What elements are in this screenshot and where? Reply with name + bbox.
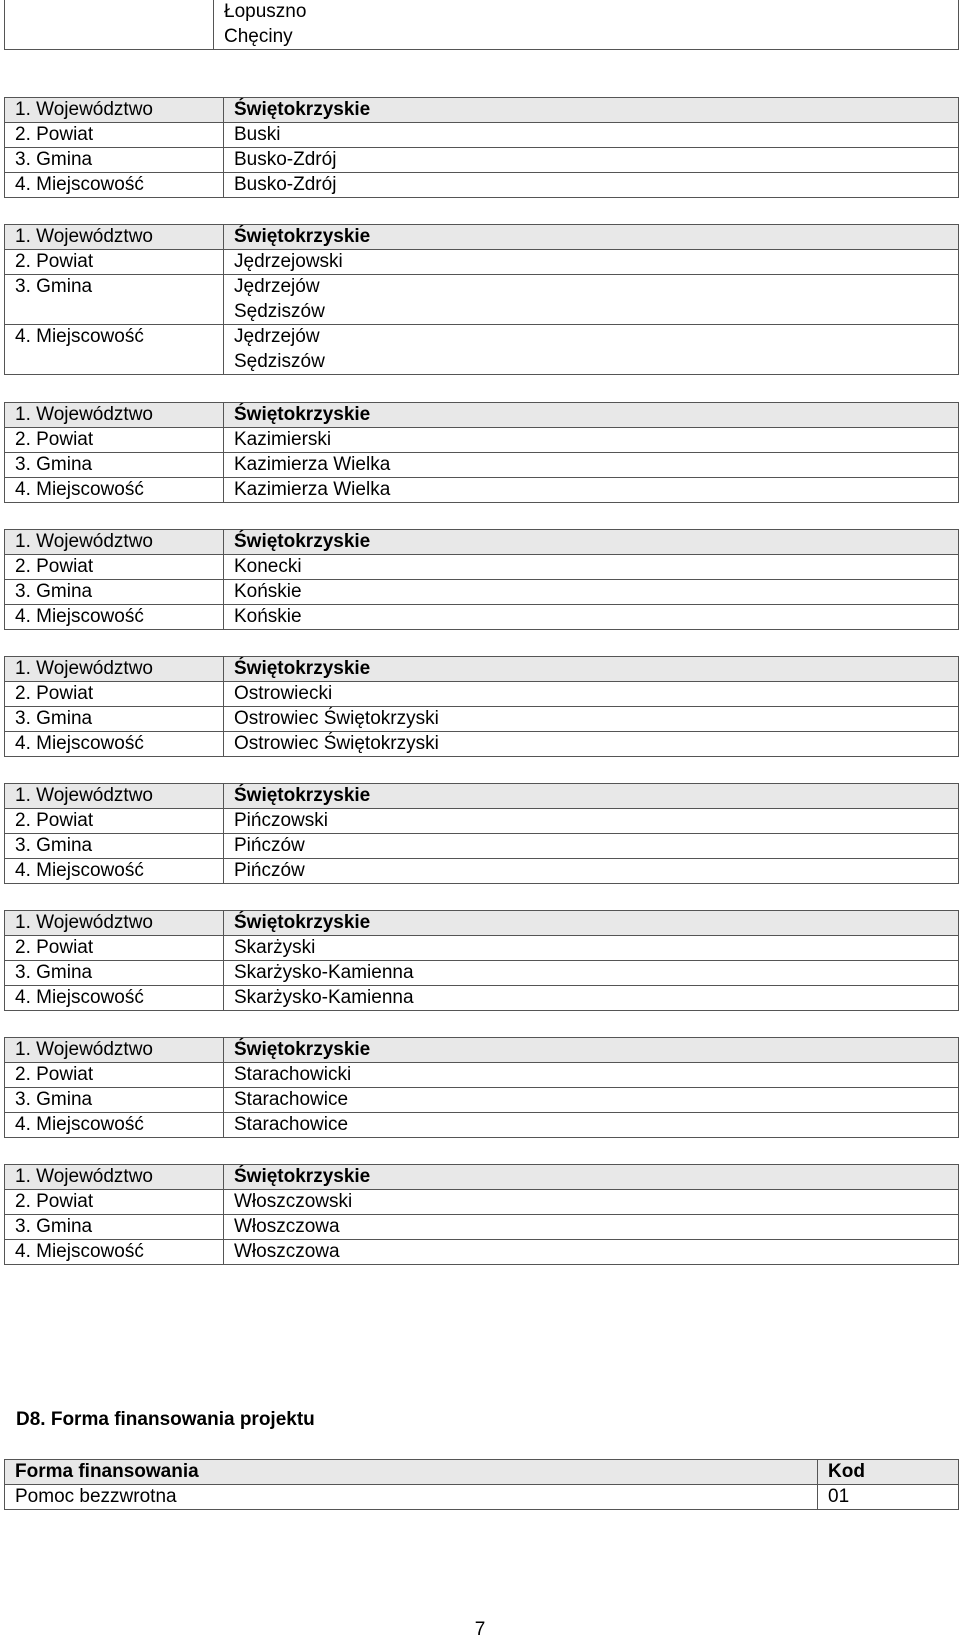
- label-gmina: 3. Gmina: [5, 707, 224, 732]
- value-wojewodztwo: Świętokrzyskie: [224, 530, 959, 555]
- label-wojewodztwo: 1. Województwo: [5, 784, 224, 809]
- location-table: [4, 224, 959, 375]
- value-gmina: Busko-Zdrój: [224, 148, 959, 173]
- value-powiat: Pińczowski: [224, 809, 959, 834]
- label-powiat: 2. Powiat: [5, 555, 224, 580]
- value-miejscowosc-line: Sędziszów: [234, 350, 325, 372]
- value-powiat: Starachowicki: [224, 1063, 959, 1088]
- value-powiat: Buski: [224, 123, 959, 148]
- page-number: 7: [474, 1619, 486, 1640]
- label-miejscowosc: 4. Miejscowość: [5, 325, 224, 375]
- label-gmina: 3. Gmina: [5, 275, 224, 325]
- label-wojewodztwo: 1. Województwo: [5, 98, 224, 123]
- label-wojewodztwo: 1. Województwo: [5, 657, 224, 682]
- value-miejscowosc: Ostrowiec Świętokrzyski: [224, 732, 959, 757]
- value-gmina: [224, 275, 959, 325]
- label-gmina: 3. Gmina: [5, 1088, 224, 1113]
- label-powiat: 2. Powiat: [5, 936, 224, 961]
- label-gmina: 3. Gmina: [5, 1215, 224, 1240]
- value-miejscowosc: Busko-Zdrój: [224, 173, 959, 198]
- value-miejscowosc: Starachowice: [224, 1113, 959, 1138]
- label-miejscowosc: 4. Miejscowość: [5, 986, 224, 1011]
- label-powiat: 2. Powiat: [5, 428, 224, 453]
- value-powiat: Skarżyski: [224, 936, 959, 961]
- value-gmina: Pińczów: [224, 834, 959, 859]
- label-gmina: 3. Gmina: [5, 580, 224, 605]
- label-wojewodztwo: 1. Województwo: [5, 1165, 224, 1190]
- value-gmina: Włoszczowa: [224, 1215, 959, 1240]
- label-wojewodztwo: 1. Województwo: [5, 403, 224, 428]
- value-wojewodztwo: Świętokrzyskie: [224, 784, 959, 809]
- label-miejscowosc: 4. Miejscowość: [5, 1113, 224, 1138]
- label-powiat: 2. Powiat: [5, 123, 224, 148]
- value-gmina: Kazimierza Wielka: [224, 453, 959, 478]
- continuation-line: Łopuszno: [224, 1, 307, 22]
- label-miejscowosc: 4. Miejscowość: [5, 173, 224, 198]
- value-powiat: Włoszczowski: [224, 1190, 959, 1215]
- header-code: Kod: [818, 1460, 959, 1485]
- location-table: [4, 1037, 959, 1138]
- value-gmina: Końskie: [224, 580, 959, 605]
- label-powiat: 2. Powiat: [5, 1063, 224, 1088]
- value-wojewodztwo: Świętokrzyskie: [224, 911, 959, 936]
- label-powiat: 2. Powiat: [5, 809, 224, 834]
- location-table: [4, 402, 959, 503]
- continuation-line: Chęciny: [224, 25, 293, 47]
- value-code: 01: [818, 1485, 959, 1510]
- value-gmina-line: Sędziszów: [234, 300, 325, 322]
- location-table: [4, 656, 959, 757]
- value-gmina-line: Jędrzejów: [234, 276, 320, 297]
- value-powiat: Jędrzejowski: [224, 250, 959, 275]
- value-miejscowosc: Kazimierza Wielka: [224, 478, 959, 503]
- location-table: [4, 783, 959, 884]
- location-table: [4, 97, 959, 198]
- value-wojewodztwo: Świętokrzyskie: [224, 403, 959, 428]
- label-miejscowosc: 4. Miejscowość: [5, 605, 224, 630]
- value-wojewodztwo: Świętokrzyskie: [224, 1038, 959, 1063]
- value-miejscowosc: [224, 325, 959, 375]
- value-financing-form: Pomoc bezzwrotna: [5, 1485, 818, 1510]
- value-powiat: Kazimierski: [224, 428, 959, 453]
- label-gmina: 3. Gmina: [5, 148, 224, 173]
- label-gmina: 3. Gmina: [5, 834, 224, 859]
- value-wojewodztwo: Świętokrzyskie: [224, 657, 959, 682]
- label-powiat: 2. Powiat: [5, 1190, 224, 1215]
- value-gmina: Skarżysko-Kamienna: [224, 961, 959, 986]
- value-gmina: Ostrowiec Świętokrzyski: [224, 707, 959, 732]
- continuation-block: [4, 0, 959, 50]
- value-miejscowosc: Pińczów: [224, 859, 959, 884]
- value-wojewodztwo: Świętokrzyskie: [224, 98, 959, 123]
- location-table: [4, 1164, 959, 1265]
- header-financing-form: Forma finansowania: [5, 1460, 818, 1485]
- label-miejscowosc: 4. Miejscowość: [5, 859, 224, 884]
- label-miejscowosc: 4. Miejscowość: [5, 478, 224, 503]
- value-wojewodztwo: Świętokrzyskie: [224, 225, 959, 250]
- label-gmina: 3. Gmina: [5, 961, 224, 986]
- financing-table: [4, 1459, 959, 1510]
- location-table: [4, 529, 959, 630]
- value-wojewodztwo: Świętokrzyskie: [224, 1165, 959, 1190]
- continuation-values: [213, 0, 306, 49]
- label-wojewodztwo: 1. Województwo: [5, 530, 224, 555]
- value-powiat: Ostrowiecki: [224, 682, 959, 707]
- location-table: [4, 910, 959, 1011]
- label-miejscowosc: 4. Miejscowość: [5, 1240, 224, 1265]
- label-wojewodztwo: 1. Województwo: [5, 1038, 224, 1063]
- value-gmina: Starachowice: [224, 1088, 959, 1113]
- section-title-d8: D8. Forma finansowania projektu: [16, 1409, 315, 1430]
- value-miejscowosc: Końskie: [224, 605, 959, 630]
- label-wojewodztwo: 1. Województwo: [5, 911, 224, 936]
- value-miejscowosc-line: Jędrzejów: [234, 326, 320, 347]
- label-gmina: 3. Gmina: [5, 453, 224, 478]
- label-wojewodztwo: 1. Województwo: [5, 225, 224, 250]
- label-powiat: 2. Powiat: [5, 250, 224, 275]
- value-miejscowosc: Włoszczowa: [224, 1240, 959, 1265]
- label-miejscowosc: 4. Miejscowość: [5, 732, 224, 757]
- value-miejscowosc: Skarżysko-Kamienna: [224, 986, 959, 1011]
- value-powiat: Konecki: [224, 555, 959, 580]
- label-powiat: 2. Powiat: [5, 682, 224, 707]
